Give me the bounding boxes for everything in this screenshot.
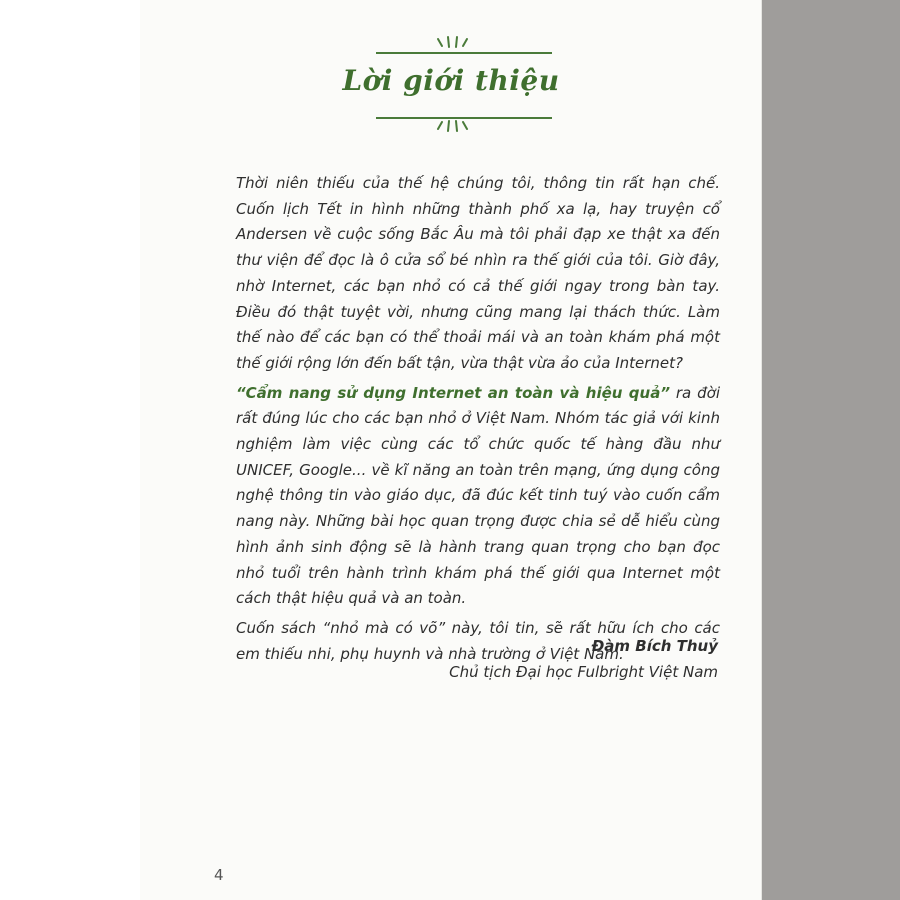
paragraph-2-text: ra đời rất đúng lúc cho các bạn nhỏ ở Việt Nam. Nhóm tác giả với kinh nghiệm làm việc cùng các tổ chức quốc tế hàng đầu như UNICEF, Google... về kĩ năng an toàn trên mạng, ứng dụng công nghệ thông tin vào giáo dục, đã đúc kết tinh tuý vào cuốn cẩm nang này. Những bài học quan trọng được chia sẻ dễ hiểu cùng hình ảnh sinh động sẽ là hành trang quan trọng cho bạn đọc nhỏ tuổi trên hành trình khám phá thế giới qua Internet một cách thật hiệu quả và an toàn. — [236, 383, 720, 608]
book-page — [140, 0, 762, 900]
book-title-highlight: “Cẩm nang sử dụng Internet an toàn và hiệu quả” — [236, 383, 670, 402]
paragraph-1 — [236, 171, 720, 377]
paragraph-2 — [236, 381, 720, 612]
signature-name: Đàm Bích Thuỷ — [591, 637, 718, 655]
introduction-body — [236, 171, 720, 671]
title-rule-top — [376, 52, 552, 54]
paragraph-1-text: Thời niên thiếu của thế hệ chúng tôi, thông tin rất hạn chế. Cuốn lịch Tết in hình những thành phố xa lạ, hay truyện cổ Andersen về cuộc sống Bắc Âu mà tôi phải đạp xe thật xa đến thư viện để đọc là ô cửa sổ bé nhìn ra thế giới của tôi. Giờ đây, nhờ Internet, các bạn nhỏ có cả thế giới ngay trong bàn tay. Điều đó thật tuyệt vời, nhưng cũng mang lại thách thức. Làm thế nào để các bạn có thể thoải mái và an toàn khám phá một thế giới rộng lớn đến bất tận, vừa thật vừa ảo của Internet? — [236, 174, 720, 372]
signature-title: Chủ tịch Đại học Fulbright Việt Nam — [449, 663, 718, 681]
adjacent-page-edge — [762, 0, 900, 900]
page-title: Lời giới thiệu — [342, 64, 560, 97]
sunburst-ornament-top — [140, 34, 762, 50]
paragraph-3-text: Cuốn sách “nhỏ mà có võ” này, tôi tin, sẽ rất hữu ích cho các em thiếu nhi, phụ huynh và nhà trường ở Việt Nam. — [236, 618, 720, 663]
page-number: 4 — [214, 866, 224, 884]
sunburst-ornament-bottom — [140, 118, 762, 134]
signature-block — [449, 633, 718, 685]
